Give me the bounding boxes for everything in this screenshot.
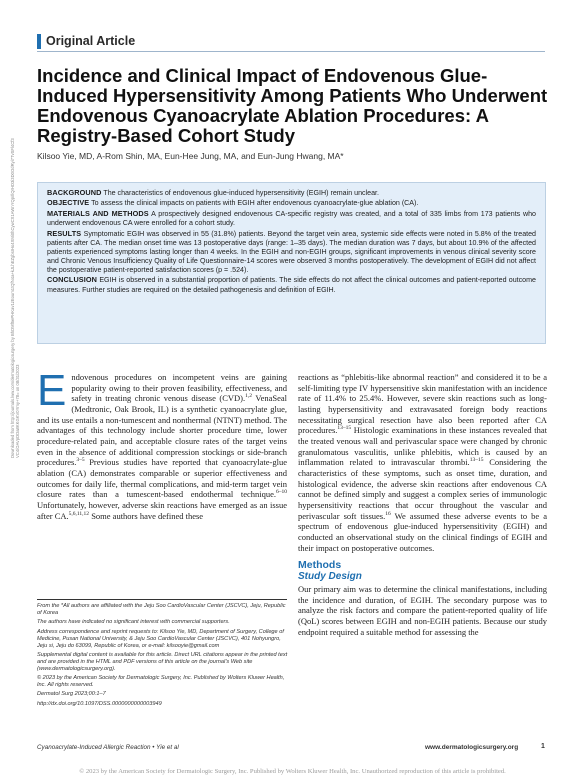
footnote-disclosure: The authors have indicated no significant interest with commercial supporters.: [37, 619, 230, 626]
abstract-box: [37, 182, 546, 344]
body-column-left: [37, 372, 287, 590]
abstract-conclusion: [47, 275, 536, 294]
footnote-correspondence: Address correspondence and reprint requests to: Kilsoo Yie, MD, Department of Surgery, College of Medicine, Pusan National University, & Jeju Soo CardioVascular Center (JSCVC), 401 Nohyungro, Jeju si, Jeju do 63099, Republic of Korea, or e-mail: kilsooyie@gmail.com: [37, 628, 284, 649]
intro-text-d: Unfortunately, however, adverse skin reactions have emerged as an issue after CA.: [37, 499, 287, 521]
body-column-right: [298, 372, 547, 680]
abstract-methods-text: A prospectively designed endovenous CA-specific registry was created, and a total of 335 limbs from 173 patients who underwent endovenous CA were enrolled for a cohort study.: [47, 209, 536, 228]
abstract-objective-text: To assess the clinical impacts on patients with EGIH after endovenous cyanoacrylate-glue ablation (CA).: [91, 199, 419, 208]
intro-text-e: Some authors have defined these: [89, 510, 204, 521]
intro-cont-text-a: reactions as “phlebitis-like abnormal reaction” and considered it to be a self-limiting type IV hypersensitive skin manifestation with an incidence rate of 11.4% to 25.4%. However, severe skin reactions such as long-lasting hypersensitivity and extravasated foreign body reactions necessitating surgical resection have also been reported after CA procedures.: [298, 372, 547, 436]
download-watermark-text: Downloaded from http://journals.lww.com/dermatologicsurgery by BhDMf5ePHKav1zEoum1tQfN4a+kJLhEZgbsIHo4XMi0hCywCX1AWnYQp/IlQrHD3i3D0OdRyi7TvSFl4Cf3VC4/OAVpDDa8KKGKV0Ymy+78= on 08/31/2023: [10, 138, 21, 458]
intro-text-b: VenaSeal (Medtronic, Oak Brook, IL) is a synthetic cyanoacrylate glue, and its use entails a non-tumescent and nonthermal (NTNT) method. The advantages of this technology include shorter procedure time, lower procedure-related pain, and acceptable closure rates of the target veins even in the absence of additional compression stockings or side-branch procedures.: [37, 393, 287, 468]
drop-cap: E: [37, 372, 67, 415]
abstract-background-text: The characteristics of endovenous glue-induced hypersensitivity (EGIH) remain unclear.: [103, 189, 379, 197]
study-design-paragraph: Our primary aim was to determine the clinical manifestations, including the incidence and duration, of EGIH. The secondary purpose was to analyze the risk factors and compare the patient-reported quality of life (QoL) scores between EGIH and non-EGIH patients. Because our study endpoint required a suitable method for assessing the: [298, 584, 547, 637]
abstract-objective: [47, 198, 536, 208]
citation: 13–15: [337, 425, 352, 432]
citation: 1,2: [245, 393, 253, 400]
abstract-results-text: Symptomatic EGIH was observed in 55 (31.8%) patients. Beyond the target vein area, systemic side effects were noted in 5.8% of the treated patients after CA. The median onset time was 13 postoperative days (range: 1–35 days). The median duration was 7 days, but about 10.9% of the affected patients experienced symptoms lasting longer than 4 weeks. In the EGIH and non-EGIH groups, significant improvements in venous clinical severity score and Chronic Venous Insufficiency Quality of Life Questionnaire-14 scores were observed 3 months postoperatively. The development of EGIH did not affect the postoperative patient-reported satisfaction scores (p = .524).: [47, 229, 536, 274]
footnote-citation: Dermatol Surg 2023;00:1–7: [37, 691, 106, 698]
abstract-background: [47, 188, 536, 198]
abstract-objective-label: OBJECTIVE: [47, 198, 90, 208]
footnote-doi: http://dx.doi.org/10.1097/DSS.0000000000003949: [37, 700, 162, 707]
footnote-affiliation: From the *All authors are affiliated with the Jeju Soo CardioVascular Center (JSCVC), Jeju, Republic of Korea: [37, 603, 286, 616]
abstract-conclusion-text: EGIH is observed in a substantial proportion of patients. The side effects do not affect the clinical outcomes and patient-reported outcome measures. Further studies are required on the detailed pathogenesis and definition of EGIH.: [47, 276, 536, 294]
running-title: Cyanoacrylate-Induced Allergic Reaction • Yie et al: [37, 744, 179, 751]
intro-paragraph: [37, 372, 287, 521]
intro-text-c: Previous studies have reported that cyanoacrylate-glue ablation (CA) demonstrates comparable or superior effectiveness and outcomes for daily life, thermal complications, and mid-term target vein closure rates than a tumescent-based endothermal technique.: [37, 457, 287, 500]
footnotes: [37, 603, 289, 710]
methods-heading: Methods: [298, 559, 342, 572]
abstract-conclusion-label: CONCLUSION: [47, 275, 98, 285]
intro-cont-text-d: We assumed these adverse events to be a spectrum of endovenous glue-induced hypersensitivity (EGIH) and conducted an observational study on the clinical findings of EGIH and their impact on postoperative outcomes.: [298, 510, 547, 553]
header-rule: [37, 51, 545, 52]
citation: 5,6,11,12: [68, 510, 90, 517]
citation: 16: [385, 510, 391, 517]
footnote-rule: [37, 599, 287, 600]
citation: 3–5: [76, 457, 85, 464]
abstract-methods-label: MATERIALS AND METHODS: [47, 208, 149, 218]
abstract-results: [47, 229, 536, 275]
intro-cont-text-b: Histologic examinations in these instances revealed that the treated venous wall and perivascular space were changed by chronic granulomatous vasculitis, unlike phlebitis, which is caused by an inflammation related to intravascular thrombi.: [298, 425, 547, 468]
intro-cont-text-c: Considering the characteristics of these symptoms, such as onset time, duration, and histological evidence, the adverse skin reactions after endovenous CA cannot be defined simply and suggest a complex series of immunologic hypersensitivity reactions that occur throughout the vascular and perivascular soft tissues.: [298, 457, 547, 521]
abstract-methods: [47, 209, 536, 228]
page-number: 1: [541, 743, 545, 750]
footnote-copyright: © 2023 by the American Society for Dermatologic Surgery, Inc. Published by Wolters Kluwer Health, Inc. All rights reserved.: [37, 675, 285, 689]
footnote-supplemental: Supplemental digital content is available for this article. Direct URL citations appear in the printed text and are provided in the HTML and PDF versions of this article on the journal’s Web site (www.dermatologicsurgery.org).: [37, 651, 288, 672]
download-watermark: [10, 138, 32, 458]
intro-paragraph-continued: [298, 372, 547, 553]
study-design-heading: Study Design: [298, 571, 362, 583]
article-title: Incidence and Clinical Impact of Endovenous Glue-Induced Hypersensitivity Among Patients Who Underwent Endovenous Cyanoacrylate Ablation Procedures: A Registry-Based Cohort Study: [37, 65, 548, 146]
journal-url: www.dermatologicsurgery.org: [425, 744, 519, 751]
author-list: Kilsoo Yie, MD, A-Rom Shin, MA, Eun-Hee Jung, MA, and Eun-Jung Hwang, MA*: [37, 151, 344, 161]
section-label: Original Article: [37, 34, 135, 49]
abstract-background-label: BACKGROUND: [47, 188, 102, 197]
intro-text-a: ndovenous procedures on incompetent veins are gaining popularity owing to their proven feasibility, effectiveness, and safety in treating chronic venous disease (CVD).: [71, 372, 287, 404]
citation: 13–15: [469, 457, 484, 464]
citation: 6–10: [276, 489, 287, 496]
abstract-results-label: RESULTS: [47, 228, 82, 238]
copyright-notice: © 2023 by the American Society for Dermatologic Surgery, Inc. Published by Wolters Kluwer Health, Inc. Unauthorized reproduction of this article is prohibited.: [79, 768, 506, 775]
